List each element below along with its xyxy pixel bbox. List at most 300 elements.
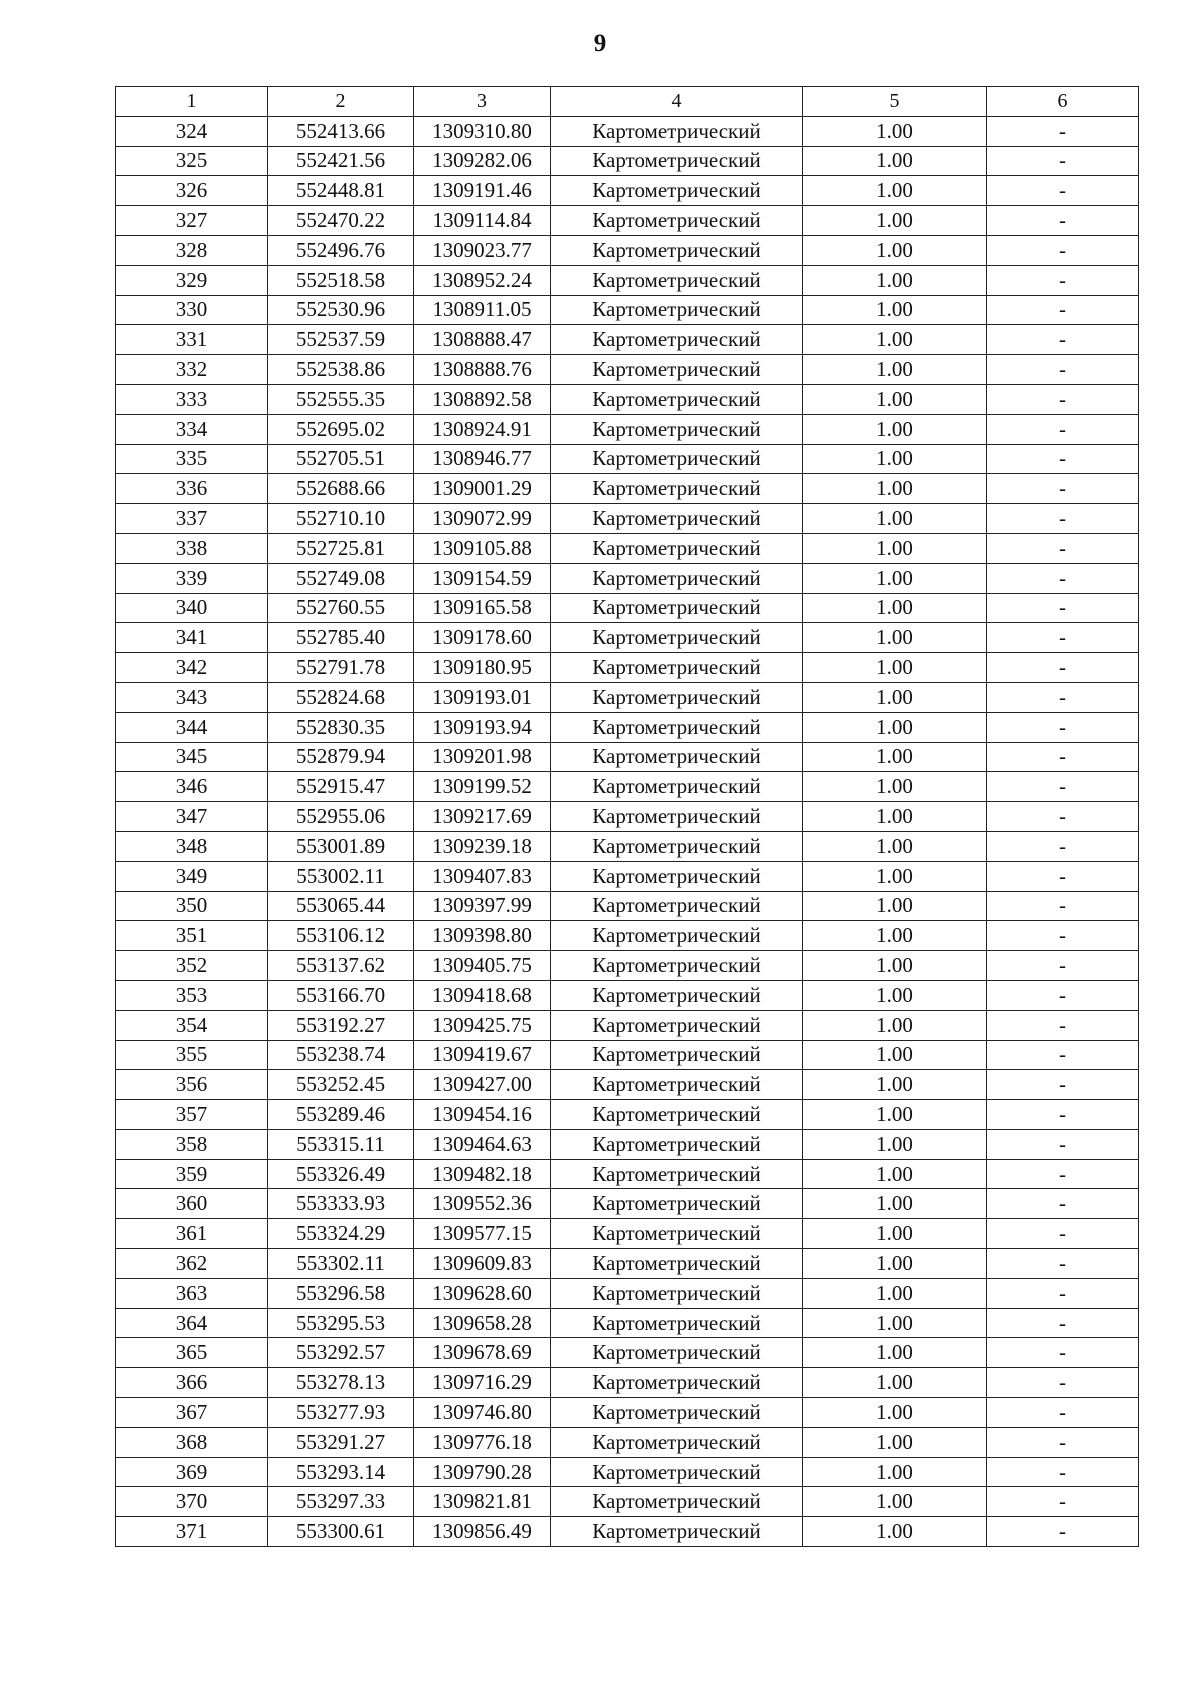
description-cell: -	[987, 802, 1139, 832]
method-cell: Картометрический	[551, 921, 803, 951]
table-row	[116, 623, 1139, 653]
description-cell: -	[987, 1457, 1139, 1487]
table-row	[116, 414, 1139, 444]
method-cell: Картометрический	[551, 1219, 803, 1249]
y-coordinate-cell: 1309658.28	[414, 1308, 551, 1338]
table-row	[116, 355, 1139, 385]
table-row	[116, 1040, 1139, 1070]
x-coordinate-cell: 553302.11	[268, 1249, 414, 1279]
x-coordinate-cell: 553166.70	[268, 980, 414, 1010]
table-row	[116, 1159, 1139, 1189]
accuracy-cell: 1.00	[803, 533, 987, 563]
method-cell: Картометрический	[551, 1100, 803, 1130]
table-row	[116, 1308, 1139, 1338]
y-coordinate-cell: 1309154.59	[414, 563, 551, 593]
point-number-cell: 333	[116, 384, 268, 414]
accuracy-cell: 1.00	[803, 802, 987, 832]
table-row	[116, 1219, 1139, 1249]
accuracy-cell: 1.00	[803, 563, 987, 593]
method-cell: Картометрический	[551, 623, 803, 653]
y-coordinate-cell: 1309577.15	[414, 1219, 551, 1249]
description-cell: -	[987, 1129, 1139, 1159]
accuracy-cell: 1.00	[803, 146, 987, 176]
description-cell: -	[987, 1249, 1139, 1279]
description-cell: -	[987, 1070, 1139, 1100]
table-row	[116, 1338, 1139, 1368]
accuracy-cell: 1.00	[803, 1070, 987, 1100]
y-coordinate-cell: 1309609.83	[414, 1249, 551, 1279]
x-coordinate-cell: 553278.13	[268, 1368, 414, 1398]
table-row	[116, 1249, 1139, 1279]
x-coordinate-cell: 553333.93	[268, 1189, 414, 1219]
description-cell: -	[987, 1487, 1139, 1517]
y-coordinate-cell: 1309193.01	[414, 682, 551, 712]
table-row	[116, 593, 1139, 623]
y-coordinate-cell: 1309191.46	[414, 176, 551, 206]
x-coordinate-cell: 553238.74	[268, 1040, 414, 1070]
column-header: 6	[987, 87, 1139, 117]
x-coordinate-cell: 552537.59	[268, 325, 414, 355]
table-row	[116, 712, 1139, 742]
description-cell: -	[987, 1308, 1139, 1338]
x-coordinate-cell: 553293.14	[268, 1457, 414, 1487]
point-number-cell: 357	[116, 1100, 268, 1130]
description-cell: -	[987, 355, 1139, 385]
table-row	[116, 1368, 1139, 1398]
point-number-cell: 329	[116, 265, 268, 295]
point-number-cell: 355	[116, 1040, 268, 1070]
accuracy-cell: 1.00	[803, 1517, 987, 1547]
accuracy-cell: 1.00	[803, 1249, 987, 1279]
table-row	[116, 384, 1139, 414]
method-cell: Картометрический	[551, 265, 803, 295]
x-coordinate-cell: 553315.11	[268, 1129, 414, 1159]
description-cell: -	[987, 325, 1139, 355]
description-cell: -	[987, 623, 1139, 653]
accuracy-cell: 1.00	[803, 206, 987, 236]
table-row	[116, 146, 1139, 176]
x-coordinate-cell: 552688.66	[268, 474, 414, 504]
y-coordinate-cell: 1309482.18	[414, 1159, 551, 1189]
description-cell: -	[987, 295, 1139, 325]
accuracy-cell: 1.00	[803, 1368, 987, 1398]
method-cell: Картометрический	[551, 325, 803, 355]
y-coordinate-cell: 1309821.81	[414, 1487, 551, 1517]
point-number-cell: 364	[116, 1308, 268, 1338]
x-coordinate-cell: 553192.27	[268, 1010, 414, 1040]
method-cell: Картометрический	[551, 206, 803, 236]
description-cell: -	[987, 444, 1139, 474]
table-row	[116, 444, 1139, 474]
description-cell: -	[987, 1278, 1139, 1308]
table-row	[116, 1398, 1139, 1428]
x-coordinate-cell: 552879.94	[268, 742, 414, 772]
table-row	[116, 295, 1139, 325]
accuracy-cell: 1.00	[803, 1398, 987, 1428]
point-number-cell: 326	[116, 176, 268, 206]
description-cell: -	[987, 265, 1139, 295]
point-number-cell: 356	[116, 1070, 268, 1100]
point-number-cell: 360	[116, 1189, 268, 1219]
accuracy-cell: 1.00	[803, 504, 987, 534]
point-number-cell: 351	[116, 921, 268, 951]
accuracy-cell: 1.00	[803, 772, 987, 802]
point-number-cell: 369	[116, 1457, 268, 1487]
y-coordinate-cell: 1308911.05	[414, 295, 551, 325]
description-cell: -	[987, 1100, 1139, 1130]
point-number-cell: 339	[116, 563, 268, 593]
accuracy-cell: 1.00	[803, 951, 987, 981]
table-row	[116, 1189, 1139, 1219]
description-cell: -	[987, 831, 1139, 861]
accuracy-cell: 1.00	[803, 980, 987, 1010]
method-cell: Картометрический	[551, 802, 803, 832]
accuracy-cell: 1.00	[803, 742, 987, 772]
point-number-cell: 354	[116, 1010, 268, 1040]
table-row	[116, 682, 1139, 712]
accuracy-cell: 1.00	[803, 1427, 987, 1457]
point-number-cell: 365	[116, 1338, 268, 1368]
table-row	[116, 1010, 1139, 1040]
accuracy-cell: 1.00	[803, 861, 987, 891]
x-coordinate-cell: 553324.29	[268, 1219, 414, 1249]
method-cell: Картометрический	[551, 1278, 803, 1308]
table-row	[116, 1517, 1139, 1547]
table-row	[116, 802, 1139, 832]
point-number-cell: 341	[116, 623, 268, 653]
y-coordinate-cell: 1308888.47	[414, 325, 551, 355]
description-cell: -	[987, 1517, 1139, 1547]
description-cell: -	[987, 1159, 1139, 1189]
y-coordinate-cell: 1309201.98	[414, 742, 551, 772]
table-row	[116, 861, 1139, 891]
table-row	[116, 1487, 1139, 1517]
method-cell: Картометрический	[551, 1308, 803, 1338]
table-row	[116, 831, 1139, 861]
description-cell: -	[987, 1338, 1139, 1368]
method-cell: Картометрический	[551, 1338, 803, 1368]
accuracy-cell: 1.00	[803, 831, 987, 861]
accuracy-cell: 1.00	[803, 653, 987, 683]
table-row	[116, 772, 1139, 802]
point-number-cell: 336	[116, 474, 268, 504]
table-row	[116, 265, 1139, 295]
table-row	[116, 891, 1139, 921]
x-coordinate-cell: 553277.93	[268, 1398, 414, 1428]
point-number-cell: 346	[116, 772, 268, 802]
description-cell: -	[987, 742, 1139, 772]
x-coordinate-cell: 552695.02	[268, 414, 414, 444]
accuracy-cell: 1.00	[803, 921, 987, 951]
y-coordinate-cell: 1309425.75	[414, 1010, 551, 1040]
table-row	[116, 533, 1139, 563]
x-coordinate-cell: 552530.96	[268, 295, 414, 325]
accuracy-cell: 1.00	[803, 1457, 987, 1487]
method-cell: Картометрический	[551, 742, 803, 772]
point-number-cell: 349	[116, 861, 268, 891]
x-coordinate-cell: 552518.58	[268, 265, 414, 295]
y-coordinate-cell: 1309397.99	[414, 891, 551, 921]
point-number-cell: 348	[116, 831, 268, 861]
method-cell: Картометрический	[551, 1427, 803, 1457]
method-cell: Картометрический	[551, 1159, 803, 1189]
x-coordinate-cell: 553297.33	[268, 1487, 414, 1517]
x-coordinate-cell: 552725.81	[268, 533, 414, 563]
x-coordinate-cell: 552555.35	[268, 384, 414, 414]
accuracy-cell: 1.00	[803, 355, 987, 385]
x-coordinate-cell: 553292.57	[268, 1338, 414, 1368]
description-cell: -	[987, 116, 1139, 146]
x-coordinate-cell: 553291.27	[268, 1427, 414, 1457]
point-number-cell: 338	[116, 533, 268, 563]
y-coordinate-cell: 1308924.91	[414, 414, 551, 444]
x-coordinate-cell: 552915.47	[268, 772, 414, 802]
method-cell: Картометрический	[551, 861, 803, 891]
x-coordinate-cell: 552785.40	[268, 623, 414, 653]
description-cell: -	[987, 1040, 1139, 1070]
y-coordinate-cell: 1309746.80	[414, 1398, 551, 1428]
x-coordinate-cell: 552496.76	[268, 235, 414, 265]
accuracy-cell: 1.00	[803, 1338, 987, 1368]
table-row	[116, 206, 1139, 236]
x-coordinate-cell: 552791.78	[268, 653, 414, 683]
description-cell: -	[987, 980, 1139, 1010]
x-coordinate-cell: 552710.10	[268, 504, 414, 534]
point-number-cell: 358	[116, 1129, 268, 1159]
accuracy-cell: 1.00	[803, 593, 987, 623]
x-coordinate-cell: 552824.68	[268, 682, 414, 712]
table-row	[116, 1100, 1139, 1130]
description-cell: -	[987, 593, 1139, 623]
x-coordinate-cell: 553106.12	[268, 921, 414, 951]
description-cell: -	[987, 474, 1139, 504]
column-header: 3	[414, 87, 551, 117]
description-cell: -	[987, 414, 1139, 444]
accuracy-cell: 1.00	[803, 384, 987, 414]
description-cell: -	[987, 1427, 1139, 1457]
method-cell: Картометрический	[551, 1457, 803, 1487]
method-cell: Картометрический	[551, 1249, 803, 1279]
method-cell: Картометрический	[551, 1040, 803, 1070]
y-coordinate-cell: 1309180.95	[414, 653, 551, 683]
accuracy-cell: 1.00	[803, 891, 987, 921]
table-row	[116, 921, 1139, 951]
y-coordinate-cell: 1309464.63	[414, 1129, 551, 1159]
point-number-cell: 366	[116, 1368, 268, 1398]
method-cell: Картометрический	[551, 1517, 803, 1547]
table-row	[116, 325, 1139, 355]
method-cell: Картометрический	[551, 1487, 803, 1517]
method-cell: Картометрический	[551, 1398, 803, 1428]
point-number-cell: 368	[116, 1427, 268, 1457]
y-coordinate-cell: 1309407.83	[414, 861, 551, 891]
table-row	[116, 1070, 1139, 1100]
method-cell: Картометрический	[551, 1010, 803, 1040]
x-coordinate-cell: 553326.49	[268, 1159, 414, 1189]
column-header: 1	[116, 87, 268, 117]
table-body	[116, 116, 1139, 1546]
y-coordinate-cell: 1309165.58	[414, 593, 551, 623]
method-cell: Картометрический	[551, 414, 803, 444]
table-header-row	[116, 87, 1139, 117]
point-number-cell: 363	[116, 1278, 268, 1308]
method-cell: Картометрический	[551, 444, 803, 474]
point-number-cell: 345	[116, 742, 268, 772]
table-row	[116, 653, 1139, 683]
method-cell: Картометрический	[551, 146, 803, 176]
description-cell: -	[987, 176, 1139, 206]
point-number-cell: 330	[116, 295, 268, 325]
y-coordinate-cell: 1308892.58	[414, 384, 551, 414]
y-coordinate-cell: 1309178.60	[414, 623, 551, 653]
x-coordinate-cell: 553002.11	[268, 861, 414, 891]
point-number-cell: 350	[116, 891, 268, 921]
column-header: 4	[551, 87, 803, 117]
y-coordinate-cell: 1309199.52	[414, 772, 551, 802]
x-coordinate-cell: 553252.45	[268, 1070, 414, 1100]
y-coordinate-cell: 1309856.49	[414, 1517, 551, 1547]
table-row	[116, 742, 1139, 772]
x-coordinate-cell: 553065.44	[268, 891, 414, 921]
point-number-cell: 325	[116, 146, 268, 176]
y-coordinate-cell: 1309001.29	[414, 474, 551, 504]
y-coordinate-cell: 1309628.60	[414, 1278, 551, 1308]
y-coordinate-cell: 1309105.88	[414, 533, 551, 563]
y-coordinate-cell: 1309217.69	[414, 802, 551, 832]
x-coordinate-cell: 553295.53	[268, 1308, 414, 1338]
table-row	[116, 504, 1139, 534]
accuracy-cell: 1.00	[803, 712, 987, 742]
x-coordinate-cell: 552955.06	[268, 802, 414, 832]
accuracy-cell: 1.00	[803, 1100, 987, 1130]
point-number-cell: 359	[116, 1159, 268, 1189]
accuracy-cell: 1.00	[803, 1219, 987, 1249]
accuracy-cell: 1.00	[803, 116, 987, 146]
x-coordinate-cell: 552421.56	[268, 146, 414, 176]
y-coordinate-cell: 1309023.77	[414, 235, 551, 265]
point-number-cell: 344	[116, 712, 268, 742]
method-cell: Картометрический	[551, 1189, 803, 1219]
description-cell: -	[987, 1189, 1139, 1219]
y-coordinate-cell: 1309072.99	[414, 504, 551, 534]
x-coordinate-cell: 552705.51	[268, 444, 414, 474]
method-cell: Картометрический	[551, 1129, 803, 1159]
method-cell: Картометрический	[551, 295, 803, 325]
table-row	[116, 980, 1139, 1010]
point-number-cell: 347	[116, 802, 268, 832]
method-cell: Картометрический	[551, 235, 803, 265]
point-number-cell: 340	[116, 593, 268, 623]
accuracy-cell: 1.00	[803, 623, 987, 653]
accuracy-cell: 1.00	[803, 1129, 987, 1159]
description-cell: -	[987, 1398, 1139, 1428]
y-coordinate-cell: 1309310.80	[414, 116, 551, 146]
x-coordinate-cell: 552470.22	[268, 206, 414, 236]
y-coordinate-cell: 1308946.77	[414, 444, 551, 474]
coordinates-table	[115, 86, 1139, 1547]
accuracy-cell: 1.00	[803, 325, 987, 355]
x-coordinate-cell: 552760.55	[268, 593, 414, 623]
table-row	[116, 474, 1139, 504]
method-cell: Картометрический	[551, 1070, 803, 1100]
accuracy-cell: 1.00	[803, 1308, 987, 1338]
accuracy-cell: 1.00	[803, 1278, 987, 1308]
y-coordinate-cell: 1309454.16	[414, 1100, 551, 1130]
point-number-cell: 371	[116, 1517, 268, 1547]
point-number-cell: 334	[116, 414, 268, 444]
description-cell: -	[987, 235, 1139, 265]
description-cell: -	[987, 772, 1139, 802]
method-cell: Картометрический	[551, 593, 803, 623]
method-cell: Картометрический	[551, 980, 803, 1010]
point-number-cell: 332	[116, 355, 268, 385]
x-coordinate-cell: 552538.86	[268, 355, 414, 385]
x-coordinate-cell: 553137.62	[268, 951, 414, 981]
point-number-cell: 327	[116, 206, 268, 236]
accuracy-cell: 1.00	[803, 1189, 987, 1219]
point-number-cell: 331	[116, 325, 268, 355]
accuracy-cell: 1.00	[803, 1010, 987, 1040]
y-coordinate-cell: 1309239.18	[414, 831, 551, 861]
accuracy-cell: 1.00	[803, 176, 987, 206]
method-cell: Картометрический	[551, 474, 803, 504]
method-cell: Картометрический	[551, 355, 803, 385]
method-cell: Картометрический	[551, 384, 803, 414]
y-coordinate-cell: 1308888.76	[414, 355, 551, 385]
point-number-cell: 361	[116, 1219, 268, 1249]
point-number-cell: 335	[116, 444, 268, 474]
description-cell: -	[987, 1010, 1139, 1040]
x-coordinate-cell: 552830.35	[268, 712, 414, 742]
column-header: 5	[803, 87, 987, 117]
x-coordinate-cell: 552448.81	[268, 176, 414, 206]
description-cell: -	[987, 921, 1139, 951]
table-row	[116, 1457, 1139, 1487]
description-cell: -	[987, 712, 1139, 742]
description-cell: -	[987, 1219, 1139, 1249]
description-cell: -	[987, 951, 1139, 981]
method-cell: Картометрический	[551, 951, 803, 981]
description-cell: -	[987, 563, 1139, 593]
point-number-cell: 343	[116, 682, 268, 712]
description-cell: -	[987, 653, 1139, 683]
y-coordinate-cell: 1309405.75	[414, 951, 551, 981]
y-coordinate-cell: 1309114.84	[414, 206, 551, 236]
description-cell: -	[987, 1368, 1139, 1398]
accuracy-cell: 1.00	[803, 265, 987, 295]
description-cell: -	[987, 891, 1139, 921]
table-row	[116, 563, 1139, 593]
y-coordinate-cell: 1309790.28	[414, 1457, 551, 1487]
point-number-cell: 337	[116, 504, 268, 534]
point-number-cell: 370	[116, 1487, 268, 1517]
column-header: 2	[268, 87, 414, 117]
y-coordinate-cell: 1309552.36	[414, 1189, 551, 1219]
method-cell: Картометрический	[551, 891, 803, 921]
y-coordinate-cell: 1309776.18	[414, 1427, 551, 1457]
accuracy-cell: 1.00	[803, 414, 987, 444]
description-cell: -	[987, 206, 1139, 236]
method-cell: Картометрический	[551, 533, 803, 563]
x-coordinate-cell: 553296.58	[268, 1278, 414, 1308]
method-cell: Картометрический	[551, 563, 803, 593]
method-cell: Картометрический	[551, 772, 803, 802]
x-coordinate-cell: 553300.61	[268, 1517, 414, 1547]
y-coordinate-cell: 1309193.94	[414, 712, 551, 742]
point-number-cell: 342	[116, 653, 268, 683]
method-cell: Картометрический	[551, 682, 803, 712]
method-cell: Картометрический	[551, 504, 803, 534]
